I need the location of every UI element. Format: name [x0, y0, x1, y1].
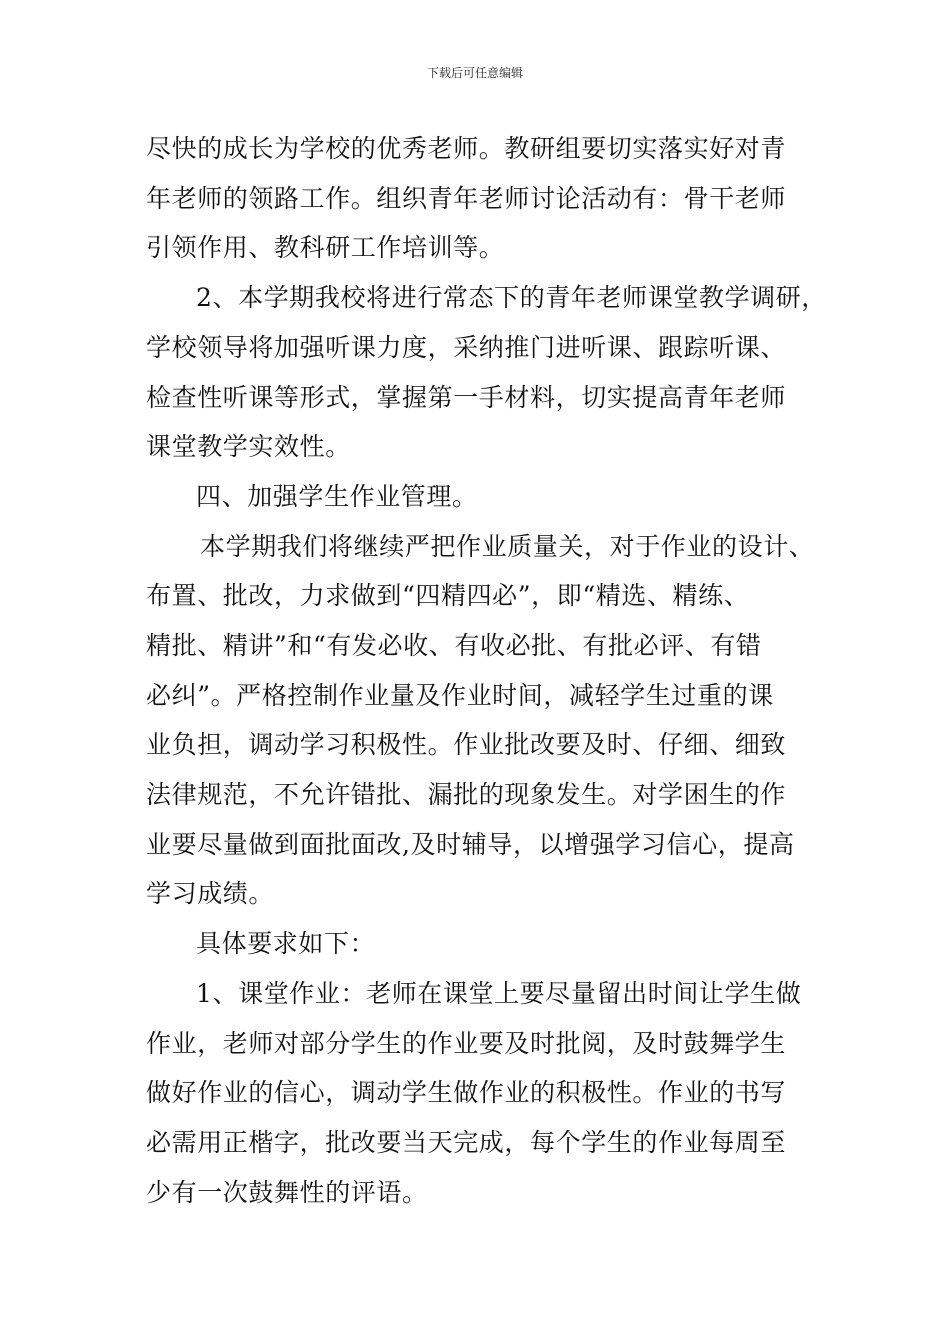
- text-line: 本学期我们将继续严把作业质量关，对于作业的设计、: [200, 532, 815, 561]
- text-line: 2、本学期我校将进行常态下的青年老师课堂教学调研，: [196, 283, 827, 312]
- text-line: 尽快的成长为学校的优秀老师。教研组要切实落实好对青: [146, 134, 787, 163]
- text-line: 具体要求如下：: [196, 929, 376, 958]
- text-line: 布置、批改，力求做到“四精四必”，即“精选、精练、: [146, 581, 750, 610]
- text-line: 业负担，调动学习积极性。作业批改要及时、仔细、细致: [146, 730, 787, 759]
- text-line: 做好作业的信心，调动学生做作业的积极性。作业的书写: [146, 1078, 787, 1107]
- text-line: 业要尽量做到面批面改,及时辅导，以增强学习信心，提高: [146, 830, 795, 859]
- text-line: 作业，老师对部分学生的作业要及时批阅，及时鼓舞学生: [146, 1029, 787, 1058]
- text-line: 1、课堂作业：老师在课堂上要尽量留出时间让学生做: [196, 979, 802, 1008]
- text-line: 必纠”。严格控制作业量及作业时间，减轻学生过重的课: [146, 681, 774, 710]
- text-line: 学习成绩。: [146, 879, 275, 908]
- text-line: 引领作用、教科研工作培训等。: [146, 233, 505, 262]
- text-line: 法律规范，不允许错批、漏批的现象发生。对学困生的作: [146, 780, 787, 809]
- text-line: 必需用正楷字，批改要当天完成，每个学生的作业每周至: [146, 1128, 787, 1157]
- text-line: 年老师的领路工作。组织青年老师讨论活动有：骨干老师: [146, 184, 787, 213]
- text-line: 检查性听课等形式，掌握第一手材料，切实提高青年老师: [146, 383, 787, 412]
- text-line: 精批、精讲”和“有发必收、有收必批、有批必评、有错: [146, 631, 762, 660]
- text-line: 课堂教学实效性。: [146, 432, 351, 461]
- page-header: 下载后可任意编辑: [426, 66, 523, 80]
- section-heading: 四、加强学生作业管理。: [196, 482, 478, 511]
- text-line: 少有一次鼓舞性的评语。: [146, 1178, 428, 1207]
- text-line: 学校领导将加强听课力度，采纳推门进听课、跟踪听课、: [146, 333, 787, 362]
